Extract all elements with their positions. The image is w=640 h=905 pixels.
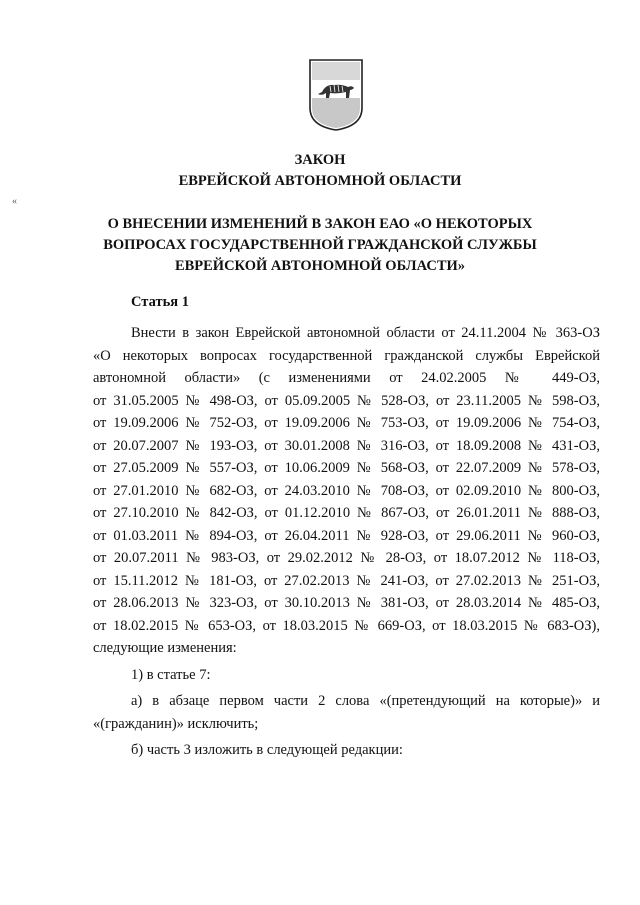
body-line: от 27.01.2010 № 682-ОЗ, от 24.03.2010 № 708-ОЗ, от 02.09.2010 № 800-ОЗ, — [93, 482, 600, 499]
body-line: от 27.10.2010 № 842-ОЗ, от 01.12.2010 № 867-ОЗ, от 26.01.2011 № 888-ОЗ, — [93, 505, 600, 521]
body-line: от 18.02.2015 № 653-ОЗ, от 18.03.2015 № 669-ОЗ, от 18.03.2015 № 683-ОЗ), — [93, 617, 600, 634]
body-line: Внести в закон Еврейской автономной области от 24.11.2004 № 363-ОЗ — [131, 325, 600, 341]
body-line: от 31.05.2005 № 498-ОЗ, от 05.09.2005 № 528-ОЗ, от 23.11.2005 № 598-ОЗ, — [93, 392, 600, 409]
coat-of-arms-emblem — [308, 58, 364, 132]
doc-type: ЗАКОН — [294, 152, 346, 168]
body-line: от 27.05.2009 № 557-ОЗ, от 10.06.2009 № 568-ОЗ, от 22.07.2009 № 578-ОЗ, — [93, 460, 600, 476]
subject-line: ЕВРЕЙСКОЙ АВТОНОМНОЙ ОБЛАСТИ» — [174, 258, 466, 274]
body-line: от 19.09.2006 № 752-ОЗ, от 19.09.2006 № 753-ОЗ, от 19.09.2006 № 754-ОЗ, — [93, 415, 600, 431]
body-line: следующие изменения: — [93, 640, 237, 656]
subject-line: О ВНЕСЕНИИ ИЗМЕНЕНИЙ В ЗАКОН ЕАО «О НЕКОТОРЫХ — [107, 216, 533, 232]
article-heading: Статья 1 — [131, 294, 189, 310]
law-title — [0, 150, 640, 192]
subject-line: ВОПРОСАХ ГОСУДАРСТВЕННОЙ ГРАЖДАНСКОЙ СЛУЖБЫ — [103, 237, 537, 253]
body-line: автономной области» (с изменениями от 24.02.2005 № 449-ОЗ, — [93, 370, 600, 386]
margin-mark: « — [12, 196, 17, 207]
item-a-line: «(гражданин)» исключить; — [93, 715, 259, 732]
law-subject — [0, 214, 640, 277]
body-line: от 20.07.2011 № 983-ОЗ, от 29.02.2012 № 28-ОЗ, от 18.07.2012 № 118-ОЗ, — [93, 550, 600, 566]
region-name: ЕВРЕЙСКОЙ АВТОНОМНОЙ ОБЛАСТИ — [178, 173, 462, 189]
item-1: 1) в статье 7: — [131, 666, 211, 683]
item-b: б) часть 3 изложить в следующей редакции: — [131, 742, 403, 758]
body-line: «О некоторых вопросах государственной гражданской службы Еврейской — [93, 347, 600, 364]
body-line: от 15.11.2012 № 181-ОЗ, от 27.02.2013 № 241-ОЗ, от 27.02.2013 № 251-ОЗ, — [93, 572, 600, 589]
body-line: от 28.06.2013 № 323-ОЗ, от 30.10.2013 № 381-ОЗ, от 28.03.2014 № 485-ОЗ, — [93, 595, 600, 611]
body-line: от 01.03.2011 № 894-ОЗ, от 26.04.2011 № 928-ОЗ, от 29.06.2011 № 960-ОЗ, — [93, 527, 600, 544]
article-body — [93, 322, 600, 762]
body-line: от 20.07.2007 № 193-ОЗ, от 30.01.2008 № 316-ОЗ, от 18.09.2008 № 431-ОЗ, — [93, 437, 600, 454]
item-a-line: а) в абзаце первом части 2 слова «(претендующий на которые)» и — [131, 693, 600, 709]
